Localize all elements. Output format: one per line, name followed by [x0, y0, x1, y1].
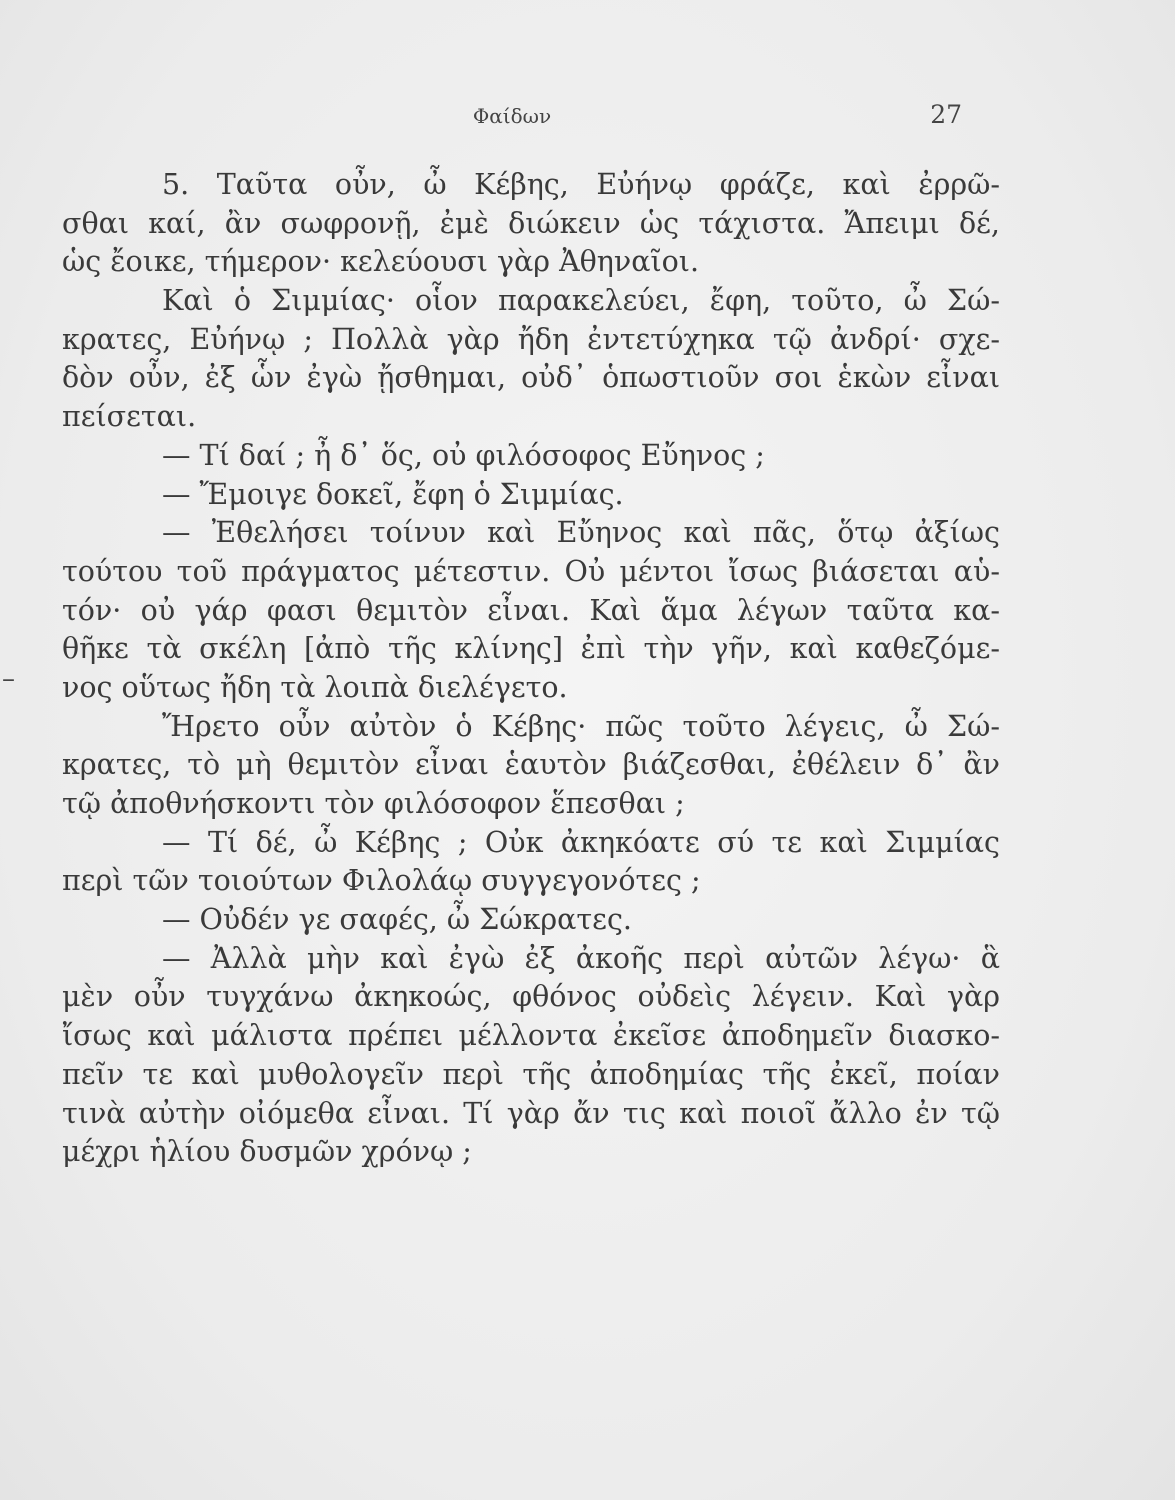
text-line: μέχρι ἡλίου δυσμῶν χρόνῳ ;	[62, 1135, 472, 1169]
text-line: πεῖν τε καὶ μυθολογεῖν περὶ τῆς ἀποδημίας τῆς ἐκεῖ, ποίαν	[62, 1057, 1000, 1091]
page-number: 27	[930, 100, 962, 129]
text-line: — Ἀλλὰ μὴν καὶ ἐγὼ ἐξ ἀκοῆς περὶ αὐτῶν λέγω· ἃ	[162, 941, 1000, 975]
text-line: — Ἔμοιγε δοκεῖ, ἔφη ὁ Σιμμίας.	[162, 477, 624, 511]
text-line: ὡς ἔοικε, τήμερον· κελεύουσι γὰρ Ἀθηναῖοι.	[62, 245, 700, 279]
text-line: μὲν οὖν τυγχάνω ἀκηκοώς, φθόνος οὐδεὶς λέγειν. Καὶ γὰρ	[62, 980, 1000, 1014]
text-line: Καὶ ὁ Σιμμίας· οἷον παρακελεύει, ἔφη, τοῦτο, ὦ Σώ-	[162, 284, 1000, 318]
text-line: 5. Ταῦτα οὖν, ὦ Κέβης, Εὐήνῳ φράζε, καὶ ἐρρῶ-	[162, 168, 1000, 201]
body-text	[62, 166, 1000, 1172]
text-line: τινὰ αὐτὴν οἰόμεθα εἶναι. Τί γὰρ ἄν τις καὶ ποιοῖ ἄλλο ἐν τῷ	[62, 1096, 1000, 1130]
text-line: — Τί δαί ; ἦ δ᾽ ὅς, οὐ φιλόσοφος Εὔηνος ;	[162, 438, 765, 472]
text-line: ἴσως καὶ μάλιστα πρέπει μέλλοντα ἐκεῖσε ἀποδημεῖν διασκο-	[62, 1019, 1000, 1053]
text-line: — Τί δέ, ὦ Κέβης ; Οὐκ ἀκηκόατε σύ τε καὶ Σιμμίας	[162, 825, 1000, 859]
text-line: νος οὕτως ἤδη τὰ λοιπὰ διελέγετο.	[62, 670, 568, 704]
text-line: Ἤρετο οὖν αὐτὸν ὁ Κέβης· πῶς τοῦτο λέγεις, ὦ Σώ-	[162, 709, 1000, 743]
text-line: σθαι καί, ἂν σωφρονῇ, ἐμὲ διώκειν ὡς τάχιστα. Ἄπειμι δέ,	[62, 206, 1000, 240]
text-line: — Οὐδέν γε σαφές, ὦ Σώκρατες.	[162, 903, 632, 937]
text-line: κρατες, Εὐήνῳ ; Πολλὰ γὰρ ἤδη ἐντετύχηκα τῷ ἀνδρί· σχε-	[62, 322, 1000, 356]
text-line: πείσεται.	[62, 400, 197, 434]
margin-mark: –	[2, 664, 15, 694]
text-line: τόν· οὐ γάρ φασι θεμιτὸν εἶναι. Καὶ ἅμα λέγων ταῦτα κα-	[62, 593, 1000, 627]
text-line: τῷ ἀποθνήσκοντι τὸν φιλόσοφον ἕπεσθαι ;	[62, 787, 685, 820]
text-line: — Ἐθελήσει τοίνυν καὶ Εὔηνος καὶ πᾶς, ὅτῳ ἀξίως	[162, 516, 1000, 550]
text-line: θῆκε τὰ σκέλη [ἀπὸ τῆς κλίνης] ἐπὶ τὴν γῆν, καὶ καθεζόμε-	[62, 632, 1000, 666]
text-line: δὸν οὖν, ἐξ ὧν ἐγὼ ᾔσθημαι, οὐδ᾽ ὁπωστιοῦν σοι ἑκὼν εἶναι	[62, 361, 1000, 395]
text-line: τούτου τοῦ πράγματος μέτεστιν. Οὐ μέντοι ἴσως βιάσεται αὑ-	[62, 554, 1000, 588]
text-line: κρατες, τὸ μὴ θεμιτὸν εἶναι ἑαυτὸν βιάζεσθαι, ἐθέλειν δ᾽ ἂν	[62, 748, 1000, 782]
running-title: Φαίδων	[472, 104, 552, 128]
running-head	[62, 100, 962, 134]
text-line: περὶ τῶν τοιούτων Φιλολάῳ συγγεγονότες ;	[62, 864, 701, 898]
